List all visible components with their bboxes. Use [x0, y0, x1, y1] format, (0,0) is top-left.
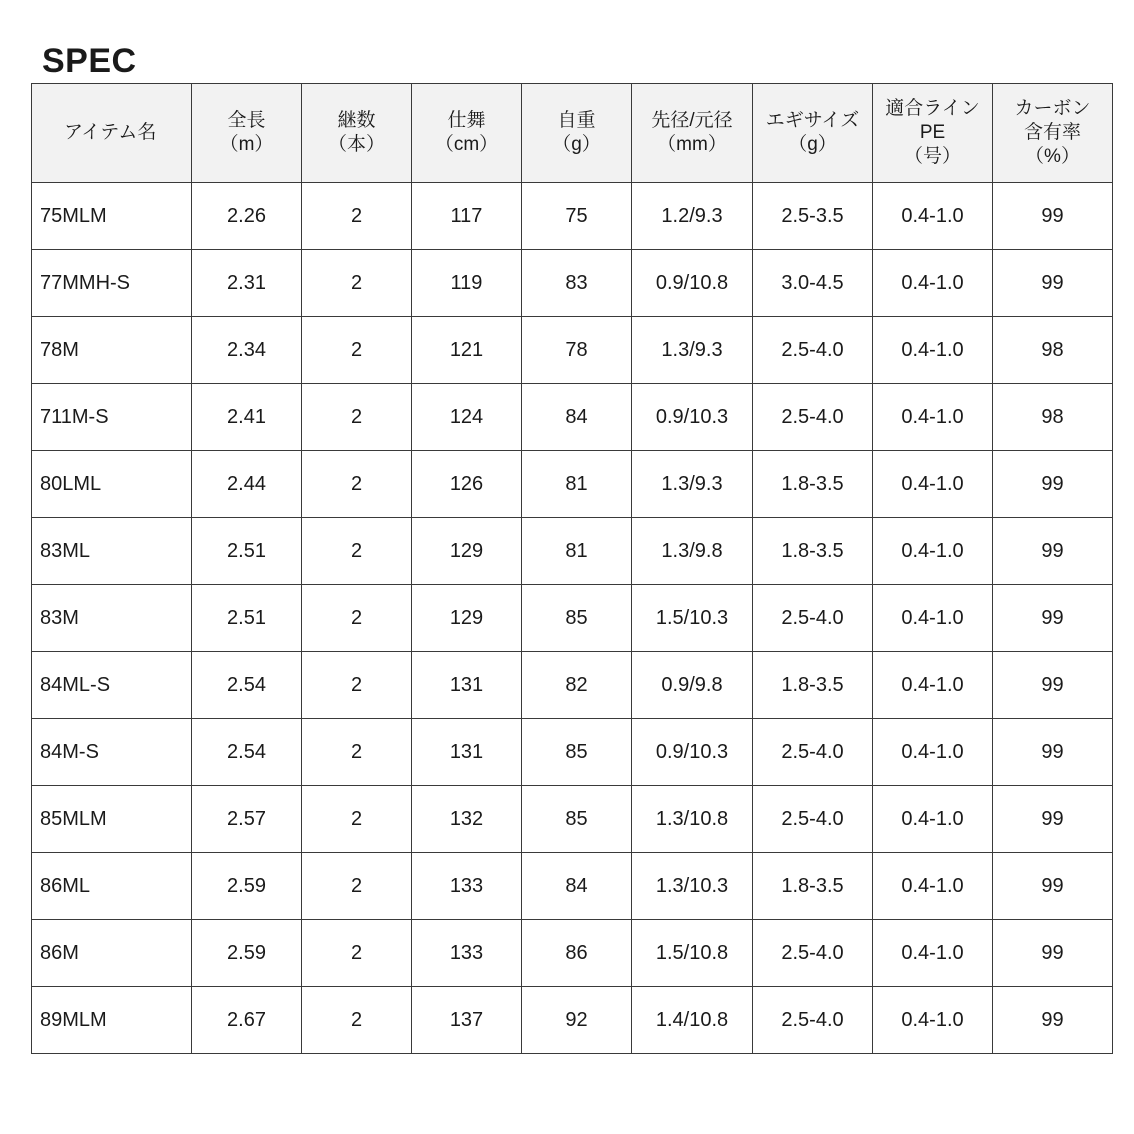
cell-item-name: 85MLM — [32, 786, 192, 853]
cell-carbon-content: 99 — [993, 987, 1113, 1054]
cell-pe-line: 0.4-1.0 — [873, 652, 993, 719]
cell-carbon-content: 99 — [993, 183, 1113, 250]
cell-length: 2.26 — [192, 183, 302, 250]
cell-length: 2.67 — [192, 987, 302, 1054]
cell-tip-butt-diameter: 1.5/10.3 — [632, 585, 753, 652]
cell-sections: 2 — [302, 250, 412, 317]
cell-weight: 85 — [522, 786, 632, 853]
cell-egi-size: 2.5-4.0 — [753, 987, 873, 1054]
cell-length: 2.51 — [192, 585, 302, 652]
cell-item-name: 77MMH-S — [32, 250, 192, 317]
cell-egi-size: 1.8-3.5 — [753, 853, 873, 920]
cell-length: 2.59 — [192, 853, 302, 920]
cell-pe-line: 0.4-1.0 — [873, 987, 993, 1054]
cell-weight: 81 — [522, 518, 632, 585]
cell-tip-butt-diameter: 1.3/9.8 — [632, 518, 753, 585]
cell-pe-line: 0.4-1.0 — [873, 183, 993, 250]
cell-carbon-content: 99 — [993, 250, 1113, 317]
cell-closed-length: 124 — [412, 384, 522, 451]
table-row — [32, 317, 1113, 384]
cell-pe-line: 0.4-1.0 — [873, 719, 993, 786]
cell-tip-butt-diameter: 0.9/10.3 — [632, 384, 753, 451]
cell-weight: 92 — [522, 987, 632, 1054]
cell-closed-length: 119 — [412, 250, 522, 317]
table-row — [32, 853, 1113, 920]
cell-weight: 78 — [522, 317, 632, 384]
cell-length: 2.54 — [192, 652, 302, 719]
cell-length: 2.31 — [192, 250, 302, 317]
cell-weight: 86 — [522, 920, 632, 987]
cell-carbon-content: 98 — [993, 317, 1113, 384]
table-row — [32, 719, 1113, 786]
spec-table — [31, 83, 1113, 1054]
cell-carbon-content: 99 — [993, 920, 1113, 987]
cell-item-name: 711M-S — [32, 384, 192, 451]
cell-egi-size: 2.5-3.5 — [753, 183, 873, 250]
cell-tip-butt-diameter: 1.2/9.3 — [632, 183, 753, 250]
table-row — [32, 451, 1113, 518]
cell-carbon-content: 99 — [993, 853, 1113, 920]
table-row — [32, 987, 1113, 1054]
cell-sections: 2 — [302, 987, 412, 1054]
cell-sections: 2 — [302, 183, 412, 250]
cell-sections: 2 — [302, 652, 412, 719]
cell-tip-butt-diameter: 1.5/10.8 — [632, 920, 753, 987]
page-title: SPEC — [42, 42, 137, 80]
cell-closed-length: 131 — [412, 652, 522, 719]
cell-length: 2.57 — [192, 786, 302, 853]
header-carbon-content: カーボン 含有率 （%） — [993, 84, 1113, 183]
cell-weight: 85 — [522, 585, 632, 652]
cell-closed-length: 121 — [412, 317, 522, 384]
cell-carbon-content: 99 — [993, 585, 1113, 652]
header-length: 全長 （m） — [192, 84, 302, 183]
cell-item-name: 84ML-S — [32, 652, 192, 719]
cell-tip-butt-diameter: 1.3/9.3 — [632, 451, 753, 518]
cell-egi-size: 1.8-3.5 — [753, 518, 873, 585]
cell-item-name: 84M-S — [32, 719, 192, 786]
cell-closed-length: 117 — [412, 183, 522, 250]
cell-length: 2.44 — [192, 451, 302, 518]
cell-item-name: 80LML — [32, 451, 192, 518]
cell-length: 2.41 — [192, 384, 302, 451]
table-row — [32, 920, 1113, 987]
cell-length: 2.54 — [192, 719, 302, 786]
cell-carbon-content: 99 — [993, 786, 1113, 853]
cell-weight: 83 — [522, 250, 632, 317]
cell-egi-size: 1.8-3.5 — [753, 652, 873, 719]
cell-pe-line: 0.4-1.0 — [873, 384, 993, 451]
spec-header-row — [32, 84, 1113, 183]
cell-pe-line: 0.4-1.0 — [873, 786, 993, 853]
header-closed-length: 仕舞 （cm） — [412, 84, 522, 183]
cell-pe-line: 0.4-1.0 — [873, 451, 993, 518]
table-row — [32, 652, 1113, 719]
cell-tip-butt-diameter: 1.3/10.3 — [632, 853, 753, 920]
cell-weight: 85 — [522, 719, 632, 786]
cell-sections: 2 — [302, 786, 412, 853]
cell-closed-length: 129 — [412, 585, 522, 652]
cell-tip-butt-diameter: 1.4/10.8 — [632, 987, 753, 1054]
cell-sections: 2 — [302, 719, 412, 786]
cell-item-name: 78M — [32, 317, 192, 384]
header-item-name: アイテム名 — [32, 84, 192, 183]
cell-item-name: 75MLM — [32, 183, 192, 250]
cell-length: 2.34 — [192, 317, 302, 384]
cell-sections: 2 — [302, 920, 412, 987]
cell-closed-length: 137 — [412, 987, 522, 1054]
cell-egi-size: 2.5-4.0 — [753, 786, 873, 853]
cell-sections: 2 — [302, 518, 412, 585]
cell-tip-butt-diameter: 1.3/9.3 — [632, 317, 753, 384]
header-egi-size: エギサイズ （g） — [753, 84, 873, 183]
cell-weight: 82 — [522, 652, 632, 719]
cell-pe-line: 0.4-1.0 — [873, 853, 993, 920]
table-row — [32, 384, 1113, 451]
cell-closed-length: 133 — [412, 920, 522, 987]
cell-tip-butt-diameter: 0.9/10.8 — [632, 250, 753, 317]
cell-tip-butt-diameter: 0.9/10.3 — [632, 719, 753, 786]
cell-pe-line: 0.4-1.0 — [873, 518, 993, 585]
header-pe-line: 適合ライン PE （号） — [873, 84, 993, 183]
cell-item-name: 89MLM — [32, 987, 192, 1054]
cell-tip-butt-diameter: 1.3/10.8 — [632, 786, 753, 853]
cell-sections: 2 — [302, 585, 412, 652]
spec-table-body — [32, 183, 1113, 1054]
cell-item-name: 86ML — [32, 853, 192, 920]
cell-pe-line: 0.4-1.0 — [873, 585, 993, 652]
cell-egi-size: 2.5-4.0 — [753, 317, 873, 384]
table-row — [32, 518, 1113, 585]
cell-closed-length: 133 — [412, 853, 522, 920]
cell-pe-line: 0.4-1.0 — [873, 317, 993, 384]
table-row — [32, 786, 1113, 853]
cell-pe-line: 0.4-1.0 — [873, 920, 993, 987]
cell-closed-length: 131 — [412, 719, 522, 786]
cell-egi-size: 2.5-4.0 — [753, 719, 873, 786]
header-tip-butt-diameter: 先径/元径 （mm） — [632, 84, 753, 183]
cell-sections: 2 — [302, 384, 412, 451]
cell-length: 2.51 — [192, 518, 302, 585]
cell-egi-size: 2.5-4.0 — [753, 585, 873, 652]
cell-carbon-content: 99 — [993, 719, 1113, 786]
cell-pe-line: 0.4-1.0 — [873, 250, 993, 317]
cell-sections: 2 — [302, 853, 412, 920]
cell-carbon-content: 99 — [993, 652, 1113, 719]
table-row — [32, 250, 1113, 317]
cell-item-name: 83M — [32, 585, 192, 652]
header-weight: 自重 （g） — [522, 84, 632, 183]
cell-closed-length: 126 — [412, 451, 522, 518]
cell-tip-butt-diameter: 0.9/9.8 — [632, 652, 753, 719]
cell-egi-size: 2.5-4.0 — [753, 384, 873, 451]
cell-closed-length: 132 — [412, 786, 522, 853]
cell-weight: 84 — [522, 384, 632, 451]
table-row — [32, 183, 1113, 250]
cell-carbon-content: 98 — [993, 384, 1113, 451]
cell-weight: 81 — [522, 451, 632, 518]
cell-egi-size: 1.8-3.5 — [753, 451, 873, 518]
cell-weight: 75 — [522, 183, 632, 250]
cell-egi-size: 2.5-4.0 — [753, 920, 873, 987]
cell-weight: 84 — [522, 853, 632, 920]
cell-carbon-content: 99 — [993, 451, 1113, 518]
cell-item-name: 86M — [32, 920, 192, 987]
header-sections: 継数 （本） — [302, 84, 412, 183]
cell-item-name: 83ML — [32, 518, 192, 585]
cell-sections: 2 — [302, 451, 412, 518]
cell-sections: 2 — [302, 317, 412, 384]
cell-egi-size: 3.0-4.5 — [753, 250, 873, 317]
cell-closed-length: 129 — [412, 518, 522, 585]
table-row — [32, 585, 1113, 652]
cell-carbon-content: 99 — [993, 518, 1113, 585]
cell-length: 2.59 — [192, 920, 302, 987]
